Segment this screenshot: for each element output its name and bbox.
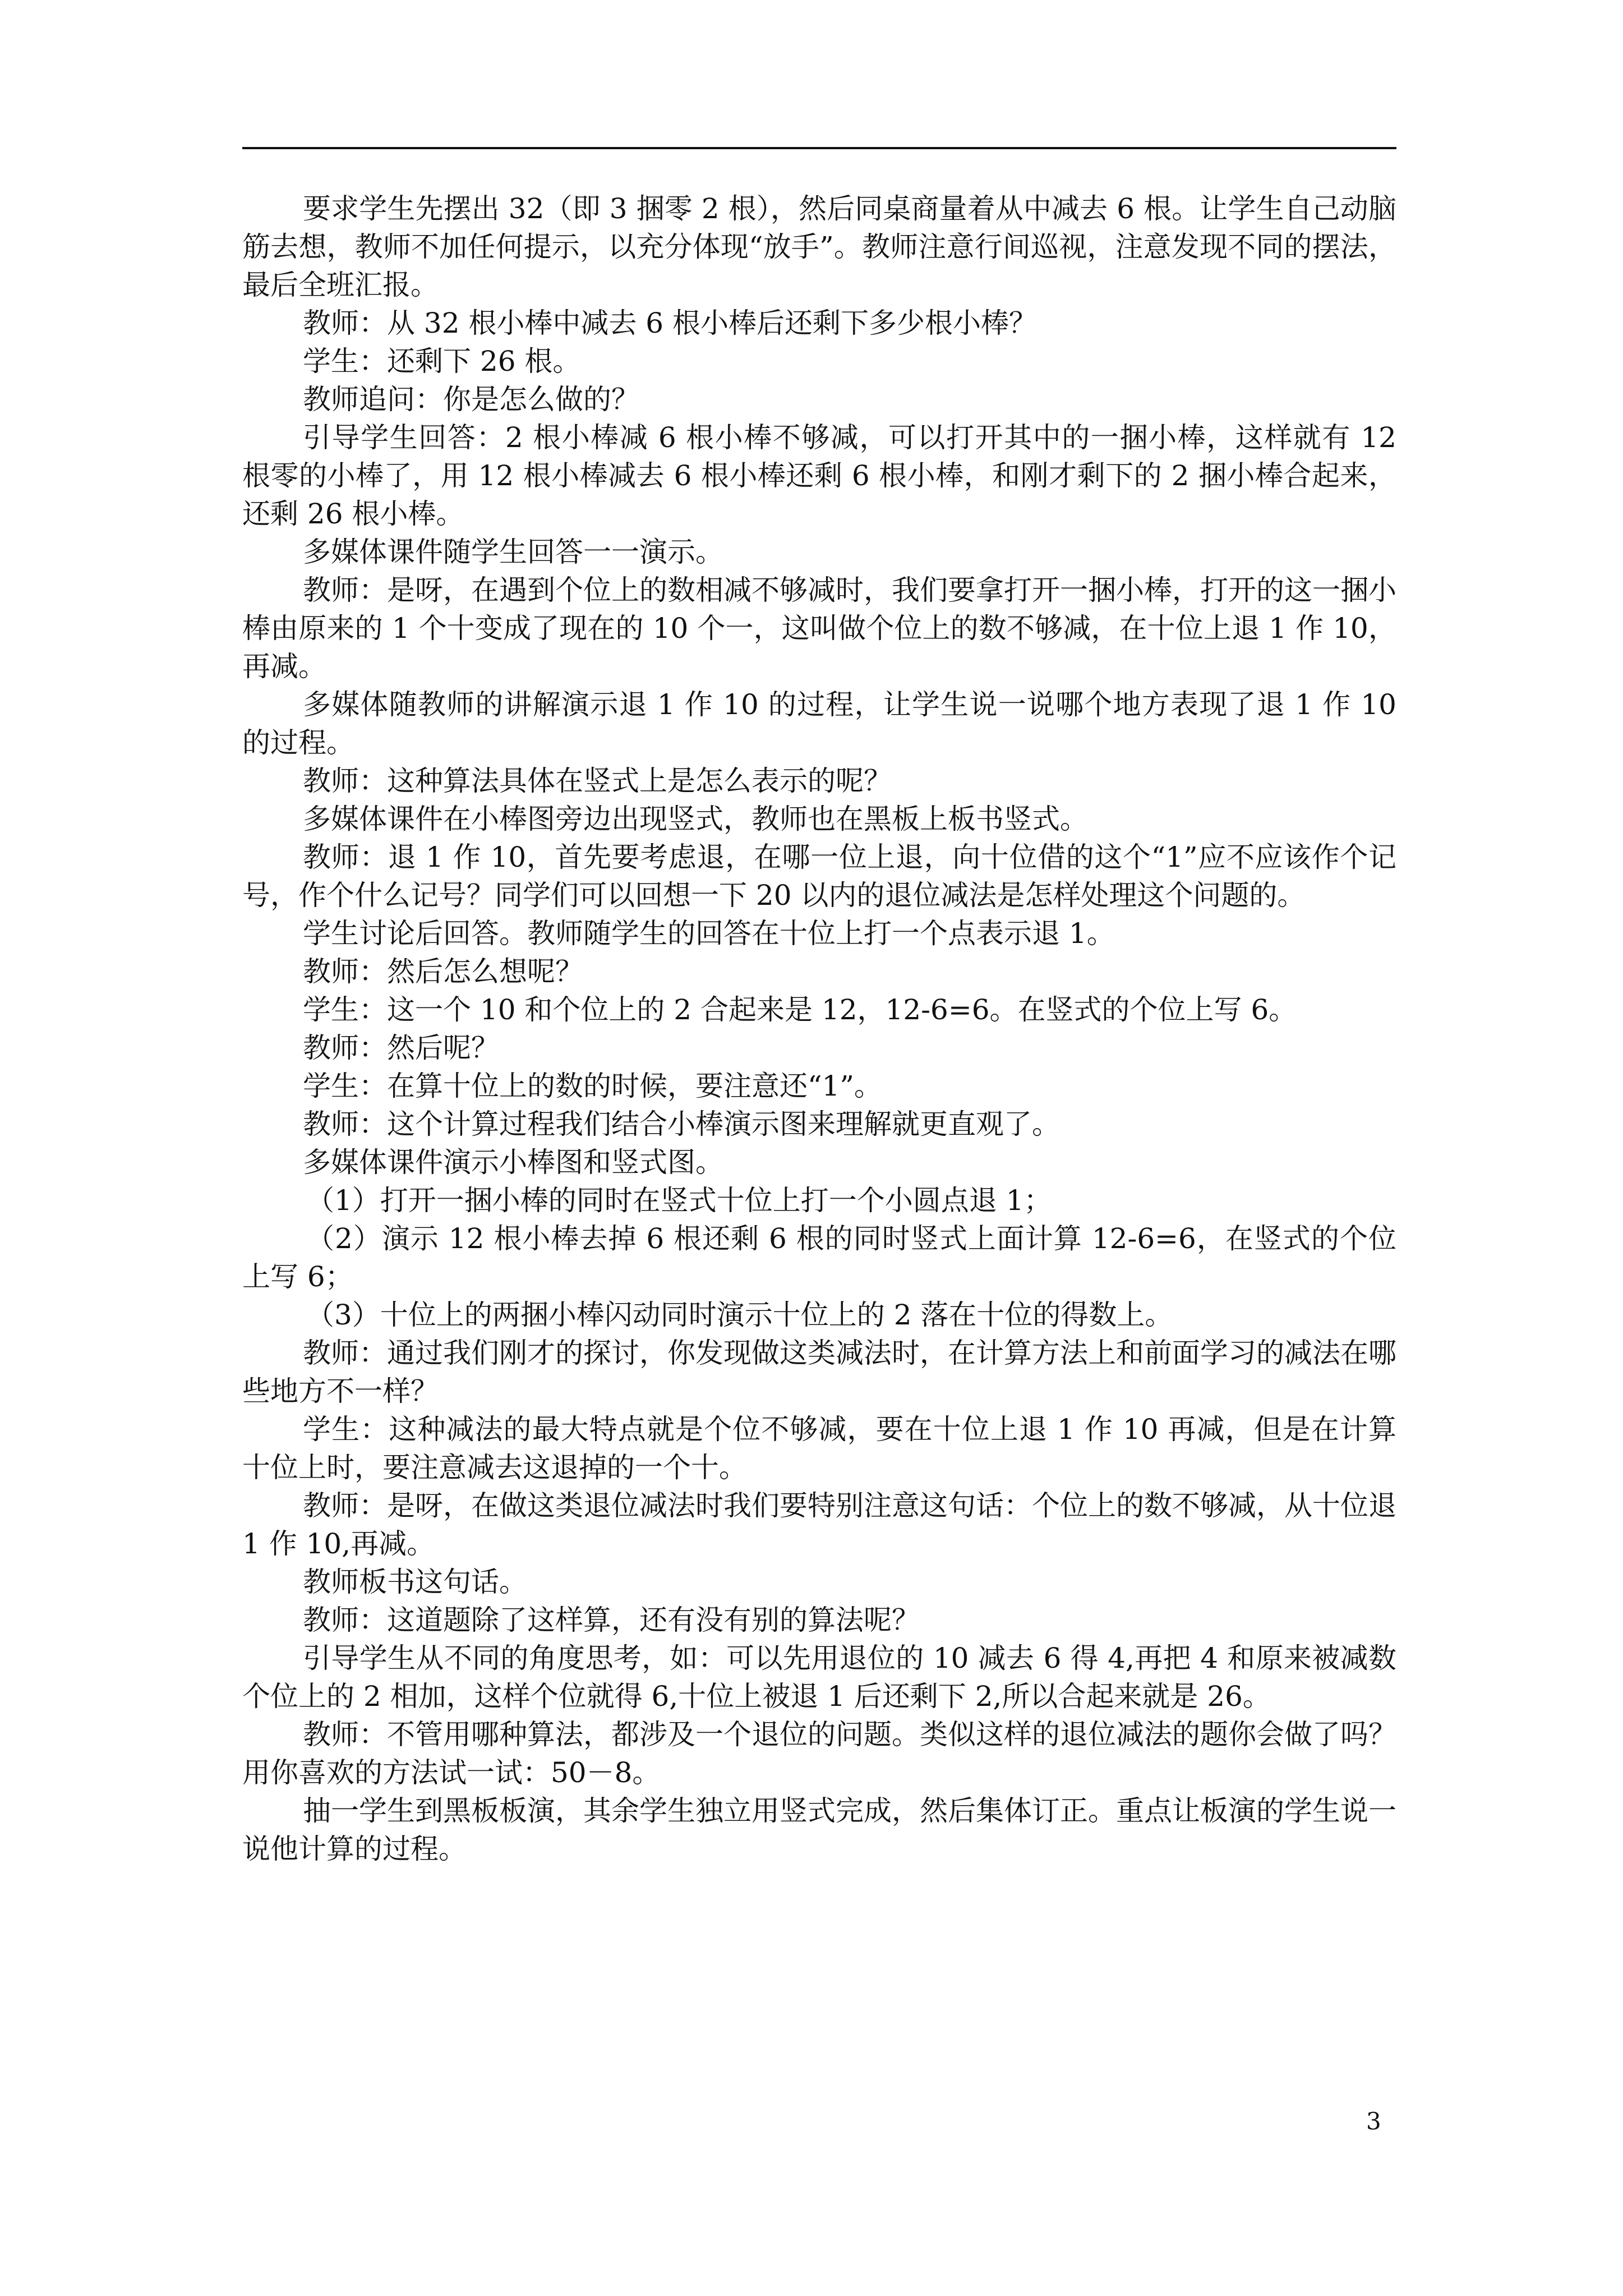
paragraph: 教师板书这句话。 — [303, 1566, 527, 1598]
paragraph: 教师：这个计算过程我们结合小棒演示图来理解就更直观了。 — [303, 1108, 1060, 1140]
paragraph: 学生：这一个 10 和个位上的 2 合起来是 12，12-6=6。在竖式的个位上写 6。 — [303, 993, 1297, 1026]
paragraph: 多媒体随教师的讲解演示退 1 作 10 的过程，让学生说一说哪个地方表现了退 1 作 10 的过程。 — [242, 688, 1396, 759]
paragraph: 多媒体课件演示小棒图和竖式图。 — [303, 1146, 723, 1179]
paragraph: 多媒体课件在小棒图旁边出现竖式，教师也在黑板上板书竖式。 — [303, 803, 1088, 835]
paragraph: 教师：是呀，在遇到个位上的数相减不够减时，我们要拿打开一捆小棒，打开的这一捆小棒由原来的 1 个十变成了现在的 10 个一，这叫做个位上的数不够减，在十位上退 1 作 10，再减。 — [242, 574, 1396, 683]
header-rule — [242, 147, 1396, 149]
paragraph: 教师：是呀，在做这类退位减法时我们要特别注意这句话：个位上的数不够减，从十位退 1 作 10,再减。 — [242, 1489, 1396, 1560]
paragraph: 要求学生先摆出 32（即 3 捆零 2 根），然后同桌商量着从中减去 6 根。让学生自己动脑筋去想，教师不加任何提示，以充分体现“放手”。教师注意行间巡视，注意发现不同的摆法，最后全班汇报。 — [242, 192, 1396, 301]
paragraph: 教师：退 1 作 10，首先要考虑退，在哪一位上退，向十位借的这个“1”应不应该作个记号，作个什么记号？同学们可以回想一下 20 以内的退位减法是怎样处理这个问题的。 — [242, 841, 1396, 912]
paragraph: 学生：在算十位上的数的时候，要注意还“1”。 — [303, 1070, 882, 1102]
paragraph: 学生：还剩下 26 根。 — [303, 345, 581, 378]
paragraph: 教师追问：你是怎么做的？ — [303, 383, 639, 416]
paragraph: 教师：不管用哪种算法，都涉及一个退位的问题。类似这样的退位减法的题你会做了吗？用你喜欢的方法试一试：50－8。 — [242, 1718, 1396, 1789]
paragraph: 多媒体课件随学生回答一一演示。 — [303, 536, 723, 568]
paragraph: 教师：从 32 根小棒中减去 6 根小棒后还剩下多少根小棒？ — [303, 307, 1038, 339]
paragraph: 引导学生回答：2 根小棒减 6 根小棒不够减，可以打开其中的一捆小棒，这样就有 12 根零的小棒了，用 12 根小棒减去 6 根小棒还剩 6 根小棒，和刚才剩下的 2 捆小棒合起来，还剩 26 根小棒。 — [242, 421, 1396, 530]
page-number: 3 — [1366, 2108, 1381, 2135]
paragraph: 教师：然后怎么想呢？ — [303, 955, 583, 988]
numbered-step: （3）十位上的两捆小棒闪动同时演示十位上的 2 落在十位的得数上。 — [306, 1299, 1173, 1331]
paragraph: 教师：这种算法具体在竖式上是怎么表示的呢？ — [303, 765, 892, 797]
paragraph: 学生讨论后回答。教师随学生的回答在十位上打一个点表示退 1。 — [303, 917, 1115, 950]
paragraph: 教师：这道题除了这样算，还有没有别的算法呢？ — [303, 1604, 920, 1636]
numbered-step: （2）演示 12 根小棒去掉 6 根还剩 6 根的同时竖式上面计算 12-6=6，在竖式的个位上写 6； — [242, 1222, 1396, 1293]
numbered-step: （1）打开一捆小棒的同时在竖式十位上打一个小圆点退 1； — [306, 1184, 1052, 1217]
document-body — [242, 190, 1396, 1868]
paragraph: 教师：然后呢？ — [303, 1032, 499, 1064]
paragraph: 教师：通过我们刚才的探讨，你发现做这类减法时，在计算方法上和前面学习的减法在哪些地方不一样？ — [242, 1337, 1396, 1407]
paragraph: 学生：这种减法的最大特点就是个位不够减，要在十位上退 1 作 10 再减，但是在计算十位上时，要注意减去这退掉的一个十。 — [242, 1413, 1396, 1484]
paragraph: 引导学生从不同的角度思考，如：可以先用退位的 10 减去 6 得 4,再把 4 和原来被减数个位上的 2 相加，这样个位就得 6,十位上被退 1 后还剩下 2,所以合起来就是 26。 — [242, 1642, 1396, 1713]
paragraph: 抽一学生到黑板板演，其余学生独立用竖式完成，然后集体订正。重点让板演的学生说一说他计算的过程。 — [242, 1795, 1396, 1865]
